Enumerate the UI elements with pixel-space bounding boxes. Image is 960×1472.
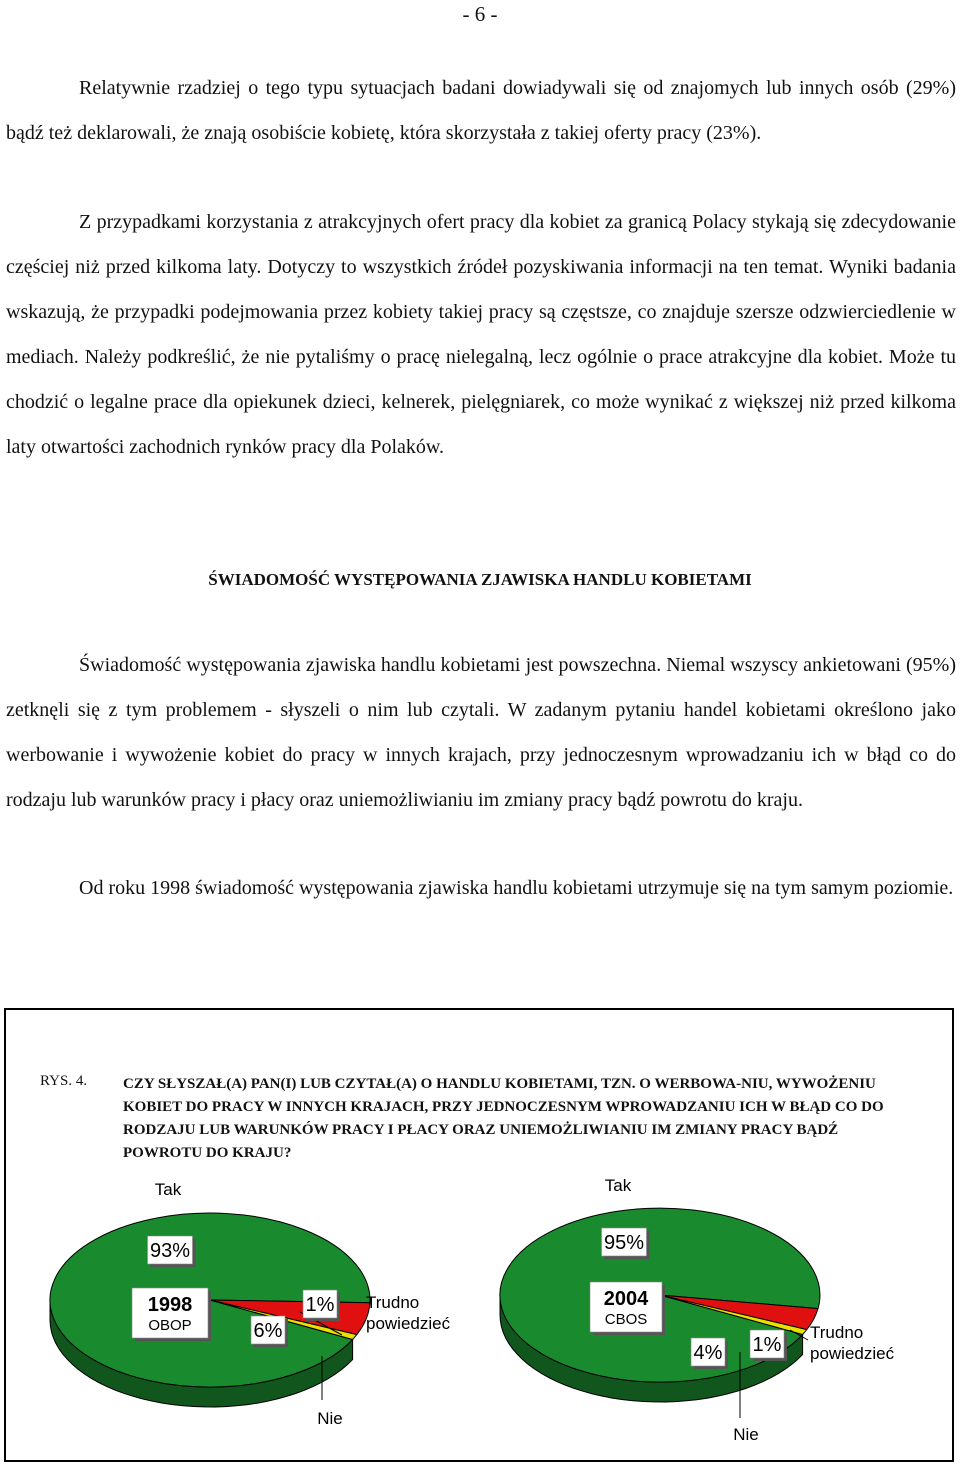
figure-title: CZY SŁYSZAŁ(A) PAN(I) LUB CZYTAŁ(A) O HANDLU KOBIETAMI, TZN. O WERBOWA-NIU, WYWOŻENIU KOBIET DO PRACY W INNYCH KRAJACH, PRZY JEDNOCZESNYM WPROWADZANIU ICH W BŁĄD CO DO RODZAJU LUB WARUNKÓW PRACY I PŁACY ORAZ UNIEMOŻLIWIANIU IM ZMIANY PRACY BĄDŹ POWROTU DO KRAJU? bbox=[123, 1076, 884, 1161]
category-label-powiedziec: powiedzieć bbox=[366, 1314, 451, 1333]
category-label-nie: Nie bbox=[317, 1409, 343, 1428]
data-label: 93% bbox=[149, 1240, 191, 1262]
year-label: 2004 bbox=[603, 1288, 649, 1310]
paragraph-text: Świadomość występowania zjawiska handlu kobietami jest powszechna. Niemal wszyscy ankietowani (95%) zetknęli się z tym problemem - słyszeli o nim lub czytali. W zadanym pytaniu handel kobietami określono jako werbowanie i wywożenie kobiet do pracy w innych krajach, przy jednoczesnym wprowadzaniu ich w błąd co do rodzaju lub warunków pracy i płacy oraz uniemożliwianiu im zmiany pracy bądź powrotu do kraju. bbox=[6, 654, 956, 811]
source-label: OBOP bbox=[148, 1317, 192, 1334]
category-label-powiedziec: powiedzieć bbox=[810, 1344, 895, 1363]
data-label: 95% bbox=[603, 1232, 645, 1254]
year-label: 1998 bbox=[147, 1294, 193, 1316]
page-number: - 6 - bbox=[462, 2, 498, 26]
data-label: 1% bbox=[752, 1334, 782, 1356]
category-label-nie: Nie bbox=[733, 1425, 759, 1444]
category-label-trudno: Trudno bbox=[366, 1293, 420, 1312]
data-label: 1% bbox=[305, 1294, 335, 1316]
paragraph-text: Z przypadkami korzystania z atrakcyjnych ofert pracy dla kobiet za granicą Polacy stykają się zdecydowanie częściej niż przed kilkoma laty. Dotyczy to wszystkich źródeł pozyskiwania informacji na ten temat. Wyniki badania wskazują, że przypadki podejmowania przez kobiety takiej pracy są częstsze, co znajduje szersze odzwierciedlenie w mediach. Należy podkreślić, że nie pytaliśmy o pracę nielegalną, lecz ogólnie o prace atrakcyjne dla kobiet. Może tu chodzić o legalne prace dla opiekunek dzieci, kelnerek, pielęgniarek, co może wynikać z większej niż przed kilkoma laty otwartości zachodnich rynków pracy dla Polaków. bbox=[6, 211, 956, 458]
section-heading: ŚWIADOMOŚĆ WYSTĘPOWANIA ZJAWISKA HANDLU KOBIETAMI bbox=[208, 570, 752, 589]
category-label-tak: Tak bbox=[604, 1176, 632, 1195]
data-label: 4% bbox=[693, 1342, 723, 1364]
paragraph-text: Relatywnie rzadziej o tego typu sytuacjach badani dowiadywali się od znajomych lub innych osób (29%) bądź też deklarowali, że znają osobiście kobietę, która skorzystała z takiej oferty pracy (23%). bbox=[6, 77, 956, 144]
source-label: CBOS bbox=[604, 1311, 648, 1328]
paragraph-text: Od roku 1998 świadomość występowania zjawiska handlu kobietami utrzymuje się na tym samym poziomie. bbox=[79, 877, 954, 899]
category-label-tak: Tak bbox=[154, 1180, 182, 1199]
figure-label: RYS. 4. bbox=[40, 1073, 88, 1089]
category-label-trudno: Trudno bbox=[810, 1323, 864, 1342]
data-label: 6% bbox=[253, 1320, 283, 1342]
